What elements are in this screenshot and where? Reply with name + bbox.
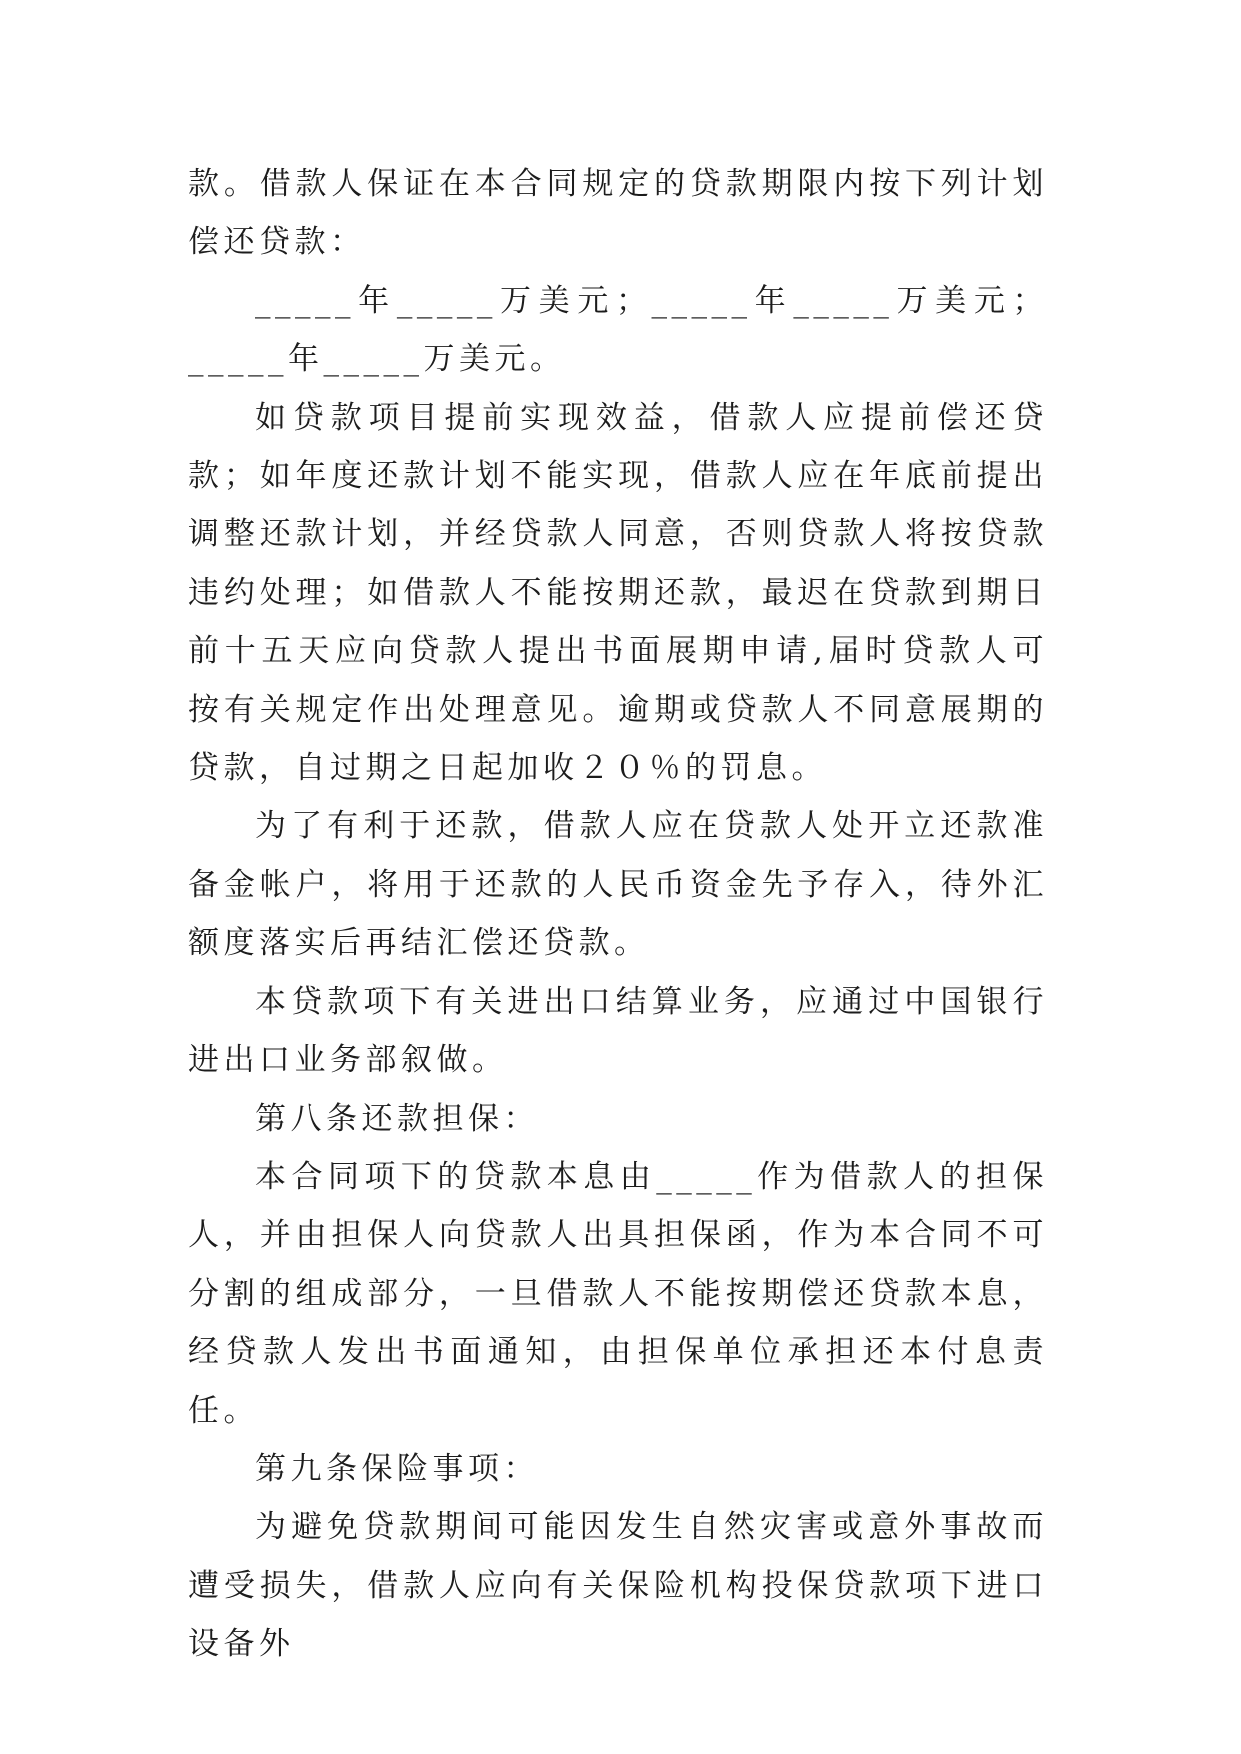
paragraph-settlement: 本贷款项下有关进出口结算业务，应通过中国银行进出口业务部叙做。 bbox=[188, 983, 1048, 1079]
article-8-heading: 第八条还款担保： bbox=[255, 1100, 539, 1137]
paragraph-guarantee: 本合同项下的贷款本息由_____作为借款人的担保人，并由担保人向贷款人出具担保函，作为本合同不可分割的组成部分，一旦借款人不能按期偿还贷款本息，经贷款人发出书面通知，由担保单位承担还本付息责任。 bbox=[188, 1158, 1048, 1429]
article-9-heading: 第九条保险事项： bbox=[255, 1450, 539, 1487]
paragraph-reserve-account: 为了有利于还款，借款人应在贷款人处开立还款准备金帐户，将用于还款的人民币资金先予存入，待外汇额度落实后再结汇偿还贷款。 bbox=[188, 808, 1048, 962]
paragraph-early-repayment: 如贷款项目提前实现效益，借款人应提前偿还贷款；如年度还款计划不能实现，借款人应在年底前提出调整还款计划，并经贷款人同意，否则贷款人将按贷款违约处理；如借款人不能按期还款，最迟在贷款到期日前十五天应向贷款人提出书面展期申请,届时贷款人可按有关规定作出处理意见。逾期或贷款人不同意展期的贷款，自过期之日起加收２０％的罚息。 bbox=[188, 399, 1048, 787]
document-body bbox=[188, 155, 1048, 1674]
paragraph-insurance: 为避免贷款期间可能因发生自然灾害或意外事故而遭受损失，借款人应向有关保险机构投保贷款项下进口设备外 bbox=[188, 1509, 1048, 1663]
paragraph-repayment-plan: 款。借款人保证在本合同规定的贷款期限内按下列计划偿还贷款： bbox=[188, 166, 1048, 261]
paragraph-repayment-schedule: _____年_____万美元；_____年_____万美元；_____年_____万美元。 bbox=[188, 282, 1048, 378]
